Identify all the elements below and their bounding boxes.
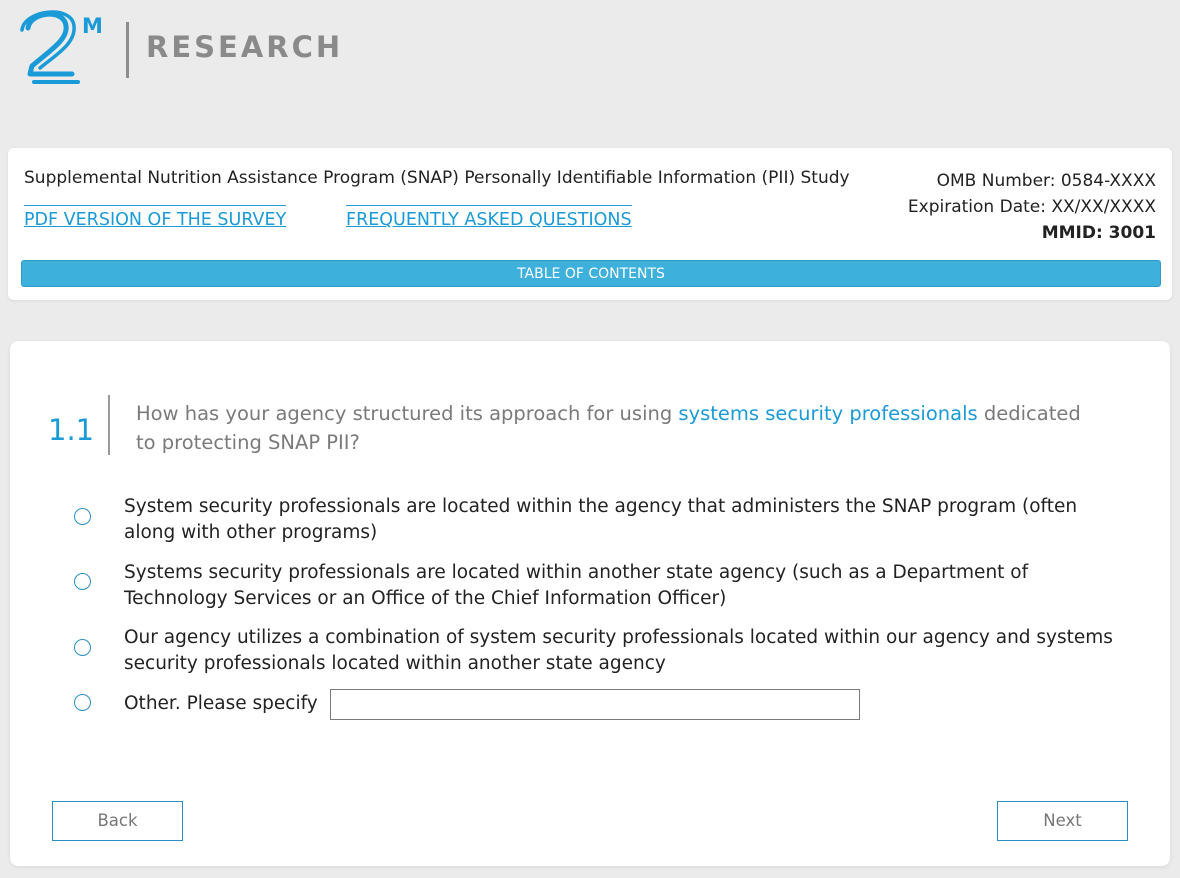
logo-2m-mark — [20, 8, 84, 90]
radio-button[interactable] — [74, 694, 91, 711]
back-button[interactable]: Back — [52, 801, 183, 841]
faq-link[interactable]: FREQUENTLY ASKED QUESTIONS — [346, 205, 632, 230]
pdf-version-link[interactable]: PDF VERSION OF THE SURVEY — [24, 205, 286, 230]
answer-option-label[interactable]: System security professionals are located within the agency that administers the SNAP program (often along with other programs) — [124, 496, 1078, 543]
logo-superscript: M — [82, 14, 103, 38]
question-card — [10, 341, 1170, 866]
answer-option-label[interactable]: Systems security professionals are located within another state agency (such as a Department of Technology Services or an Office of the Chief Information Officer) — [124, 562, 1029, 609]
question-text — [136, 399, 1096, 457]
glossary-term-link[interactable]: systems security professionals — [678, 402, 978, 425]
expiration-date: Expiration Date: XX/XX/XXXX — [907, 197, 1156, 217]
question-text-before: How has your agency structured its approach for using — [136, 402, 679, 425]
radio-button[interactable] — [74, 508, 91, 525]
next-button[interactable]: Next — [997, 801, 1128, 841]
answer-option-label[interactable]: Other. Please specify — [124, 693, 318, 714]
table-of-contents-button[interactable]: TABLE OF CONTENTS — [21, 260, 1161, 287]
mmid: MMID: 3001 — [1041, 223, 1156, 243]
omb-info — [908, 168, 1156, 246]
question-divider — [108, 395, 110, 455]
logo-wordmark: RESEARCH — [146, 30, 344, 64]
radio-button[interactable] — [74, 573, 91, 590]
radio-button[interactable] — [74, 639, 91, 656]
omb-number: OMB Number: 0584-XXXX — [936, 171, 1156, 191]
question-text-after: dedicated to protecting SNAP PII? — [136, 402, 1081, 454]
survey-header — [8, 148, 1172, 300]
other-specify-input[interactable] — [330, 689, 860, 720]
study-title: Supplemental Nutrition Assistance Program (SNAP) Personally Identifiable Information (PII) Study — [24, 168, 850, 188]
question-number: 1.1 — [48, 413, 95, 447]
answer-option-label[interactable]: Our agency utilizes a combination of system security professionals located within our agency and systems security professionals located within another state agency — [124, 627, 1113, 674]
logo-divider — [126, 22, 129, 78]
company-logo — [20, 8, 360, 90]
